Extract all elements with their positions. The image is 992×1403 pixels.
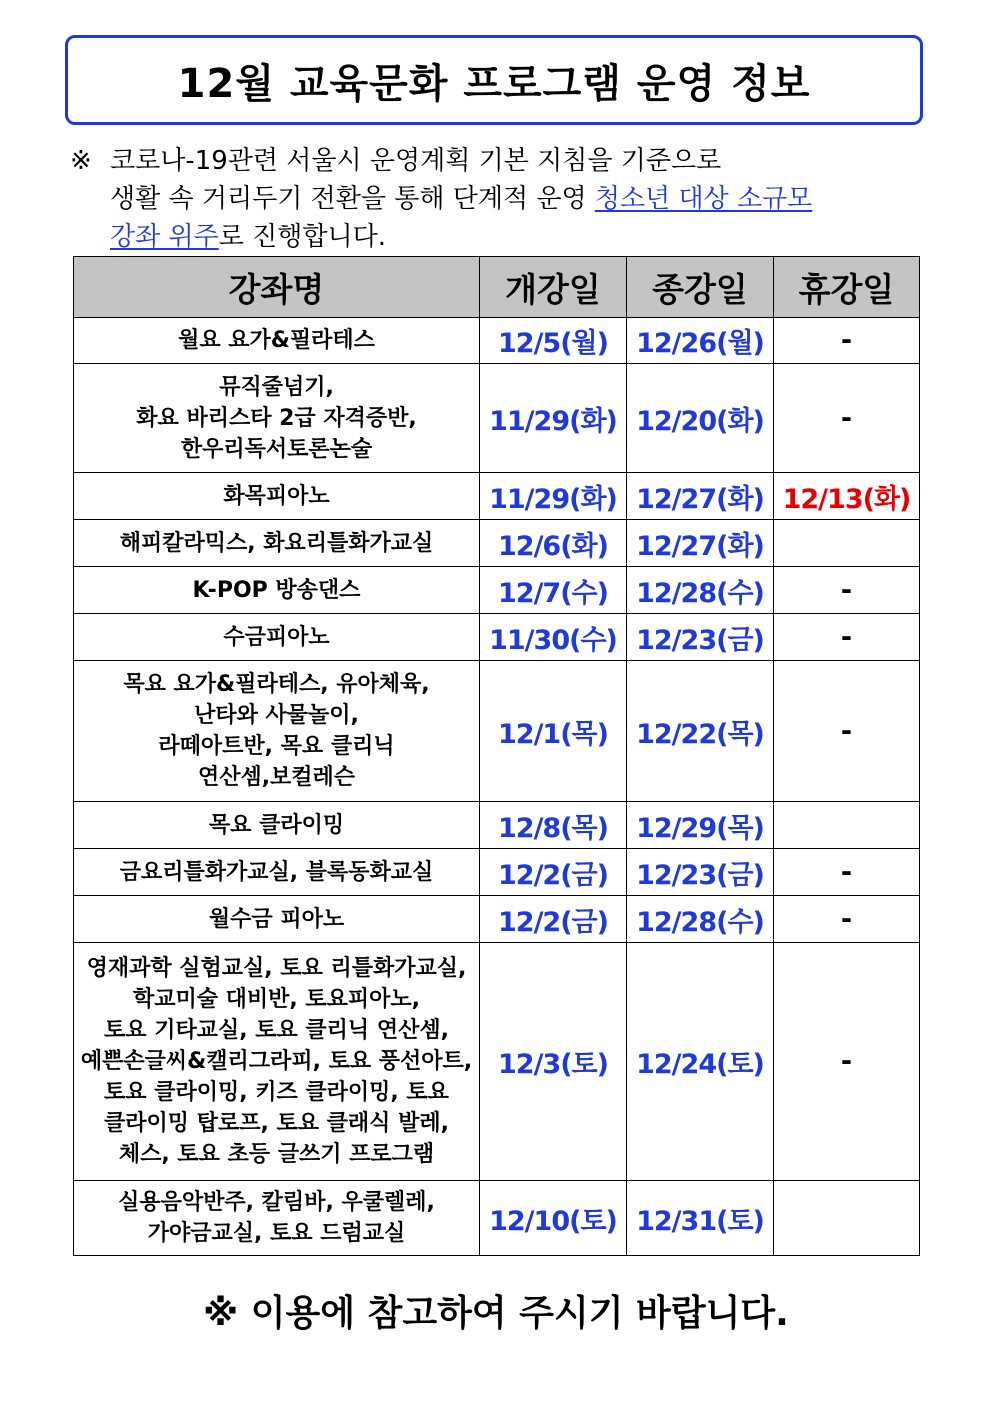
table-row — [74, 943, 920, 1181]
notice-line-3-text: 로 진행합니다. — [218, 222, 386, 252]
notice — [70, 142, 930, 256]
course-name-line: 클라이밍 탑로프, 토요 클래식 발레, — [104, 1111, 449, 1136]
title-box — [65, 35, 923, 125]
header-course: 강좌명 — [74, 257, 480, 318]
header-holiday: 휴강일 — [774, 257, 920, 318]
start-date-cell: 12/3(토) — [480, 943, 627, 1181]
holiday-cell: - — [774, 364, 920, 473]
end-date-cell: 12/29(목) — [627, 802, 774, 849]
start-date-cell: 11/29(화) — [480, 473, 627, 520]
course-cell — [74, 943, 480, 1181]
schedule-body — [74, 318, 920, 1256]
start-date-cell: 12/10(토) — [480, 1181, 627, 1256]
course-name-line: 목요 요가&필라테스, 유아체육, — [123, 672, 430, 697]
course-name-line: 체스, 토요 초등 글쓰기 프로그램 — [118, 1142, 435, 1167]
start-date-cell: 12/6(화) — [480, 520, 627, 567]
start-date-cell: 12/2(금) — [480, 849, 627, 896]
start-date-cell: 12/2(금) — [480, 896, 627, 943]
course-name-line: 라떼아트반, 목요 클리닉 — [158, 734, 395, 759]
end-date-cell: 12/27(화) — [627, 473, 774, 520]
course-name-line: 학교미술 대비반, 토요피아노, — [132, 987, 421, 1012]
header-end: 종강일 — [627, 257, 774, 318]
end-date-cell: 12/31(토) — [627, 1181, 774, 1256]
holiday-cell: - — [774, 896, 920, 943]
end-date-cell: 12/27(화) — [627, 520, 774, 567]
course-name-line: 수금피아노 — [223, 624, 330, 650]
header-start: 개강일 — [480, 257, 627, 318]
holiday-cell: - — [774, 318, 920, 364]
course-name-line: 한우리독서토론논술 — [180, 436, 373, 462]
course-name-line: 연산셈,보컬레슨 — [197, 765, 356, 790]
holiday-cell: - — [774, 661, 920, 802]
course-cell — [74, 520, 480, 567]
course-cell — [74, 896, 480, 943]
holiday-cell — [774, 1181, 920, 1256]
notice-mark: ※ — [70, 146, 92, 176]
holiday-cell: - — [774, 849, 920, 896]
course-cell — [74, 473, 480, 520]
end-date-cell: 12/24(토) — [627, 943, 774, 1181]
page-title: 12월 교육문화 프로그램 운영 정보 — [177, 60, 811, 107]
course-name-line: 토요 클라이밍, 키즈 클라이밍, 토요 — [104, 1080, 449, 1105]
table-row — [74, 520, 920, 567]
course-name-line: 월수금 피아노 — [208, 906, 345, 932]
table-row — [74, 364, 920, 473]
notice-line-3 — [70, 218, 930, 256]
course-name-line: 가야금교실, 토요 드럼교실 — [147, 1221, 406, 1246]
holiday-cell: 12/13(화) — [774, 473, 920, 520]
notice-line-2 — [70, 180, 930, 218]
course-name-line: 뮤직줄넘기, — [219, 374, 334, 400]
table-row — [74, 896, 920, 943]
table-row — [74, 473, 920, 520]
course-name-line: 금요리틀화가교실, 블록동화교실 — [119, 859, 434, 885]
course-cell — [74, 661, 480, 802]
course-name-line: 화목피아노 — [223, 483, 330, 509]
footer-note: ※ 이용에 참고하여 주시기 바랍니다. — [203, 1293, 789, 1334]
course-cell — [74, 1181, 480, 1256]
course-cell — [74, 802, 480, 849]
table-row — [74, 614, 920, 661]
end-date-cell: 12/22(목) — [627, 661, 774, 802]
course-cell — [74, 849, 480, 896]
course-name-line: 토요 기타교실, 토요 클리닉 연산셈, — [104, 1018, 449, 1043]
table-row — [74, 802, 920, 849]
notice-highlight-2: 강좌 위주 — [110, 222, 219, 252]
course-name-line: 실용음악반주, 칼림바, 우쿨렐레, — [118, 1190, 435, 1215]
course-name-line: 예쁜손글씨&캘리그라피, 토요 풍선아트, — [80, 1049, 473, 1074]
header-row — [74, 257, 920, 318]
notice-highlight-1: 청소년 대상 소규모 — [594, 184, 813, 214]
course-name-line: 목요 클라이밍 — [208, 812, 345, 838]
end-date-cell: 12/26(월) — [627, 318, 774, 364]
table-row — [74, 849, 920, 896]
table-row — [74, 661, 920, 802]
course-name-line: K-POP 방송댄스 — [192, 577, 361, 603]
start-date-cell: 12/8(목) — [480, 802, 627, 849]
holiday-cell — [774, 802, 920, 849]
end-date-cell: 12/28(수) — [627, 567, 774, 614]
course-name-line: 영재과학 실험교실, 토요 리틀화가교실, — [86, 956, 467, 981]
start-date-cell: 11/29(화) — [480, 364, 627, 473]
holiday-cell — [774, 520, 920, 567]
end-date-cell: 12/28(수) — [627, 896, 774, 943]
holiday-cell: - — [774, 943, 920, 1181]
notice-line-1: 코로나-19관련 서울시 운영계획 기본 지침을 기준으로 — [110, 146, 722, 176]
end-date-cell: 12/23(금) — [627, 614, 774, 661]
course-cell — [74, 567, 480, 614]
table-row — [74, 1181, 920, 1256]
schedule-table — [73, 256, 920, 1256]
course-name-line: 난타와 사물놀이, — [194, 703, 359, 728]
holiday-cell: - — [774, 614, 920, 661]
course-cell — [74, 614, 480, 661]
start-date-cell: 12/1(목) — [480, 661, 627, 802]
course-name-line: 월요 요가&필라테스 — [178, 328, 375, 353]
table-row — [74, 318, 920, 364]
start-date-cell: 11/30(수) — [480, 614, 627, 661]
table-row — [74, 567, 920, 614]
course-name-line: 화요 바리스타 2급 자격증반, — [136, 405, 417, 431]
notice-line-2-text: 생활 속 거리두기 전환을 통해 단계적 운영 — [110, 184, 595, 214]
course-name-line: 해피칼라믹스, 화요리틀화가교실 — [119, 530, 434, 556]
end-date-cell: 12/23(금) — [627, 849, 774, 896]
holiday-cell: - — [774, 567, 920, 614]
end-date-cell: 12/20(화) — [627, 364, 774, 473]
course-cell — [74, 318, 480, 364]
start-date-cell: 12/7(수) — [480, 567, 627, 614]
course-cell — [74, 364, 480, 473]
start-date-cell: 12/5(월) — [480, 318, 627, 364]
